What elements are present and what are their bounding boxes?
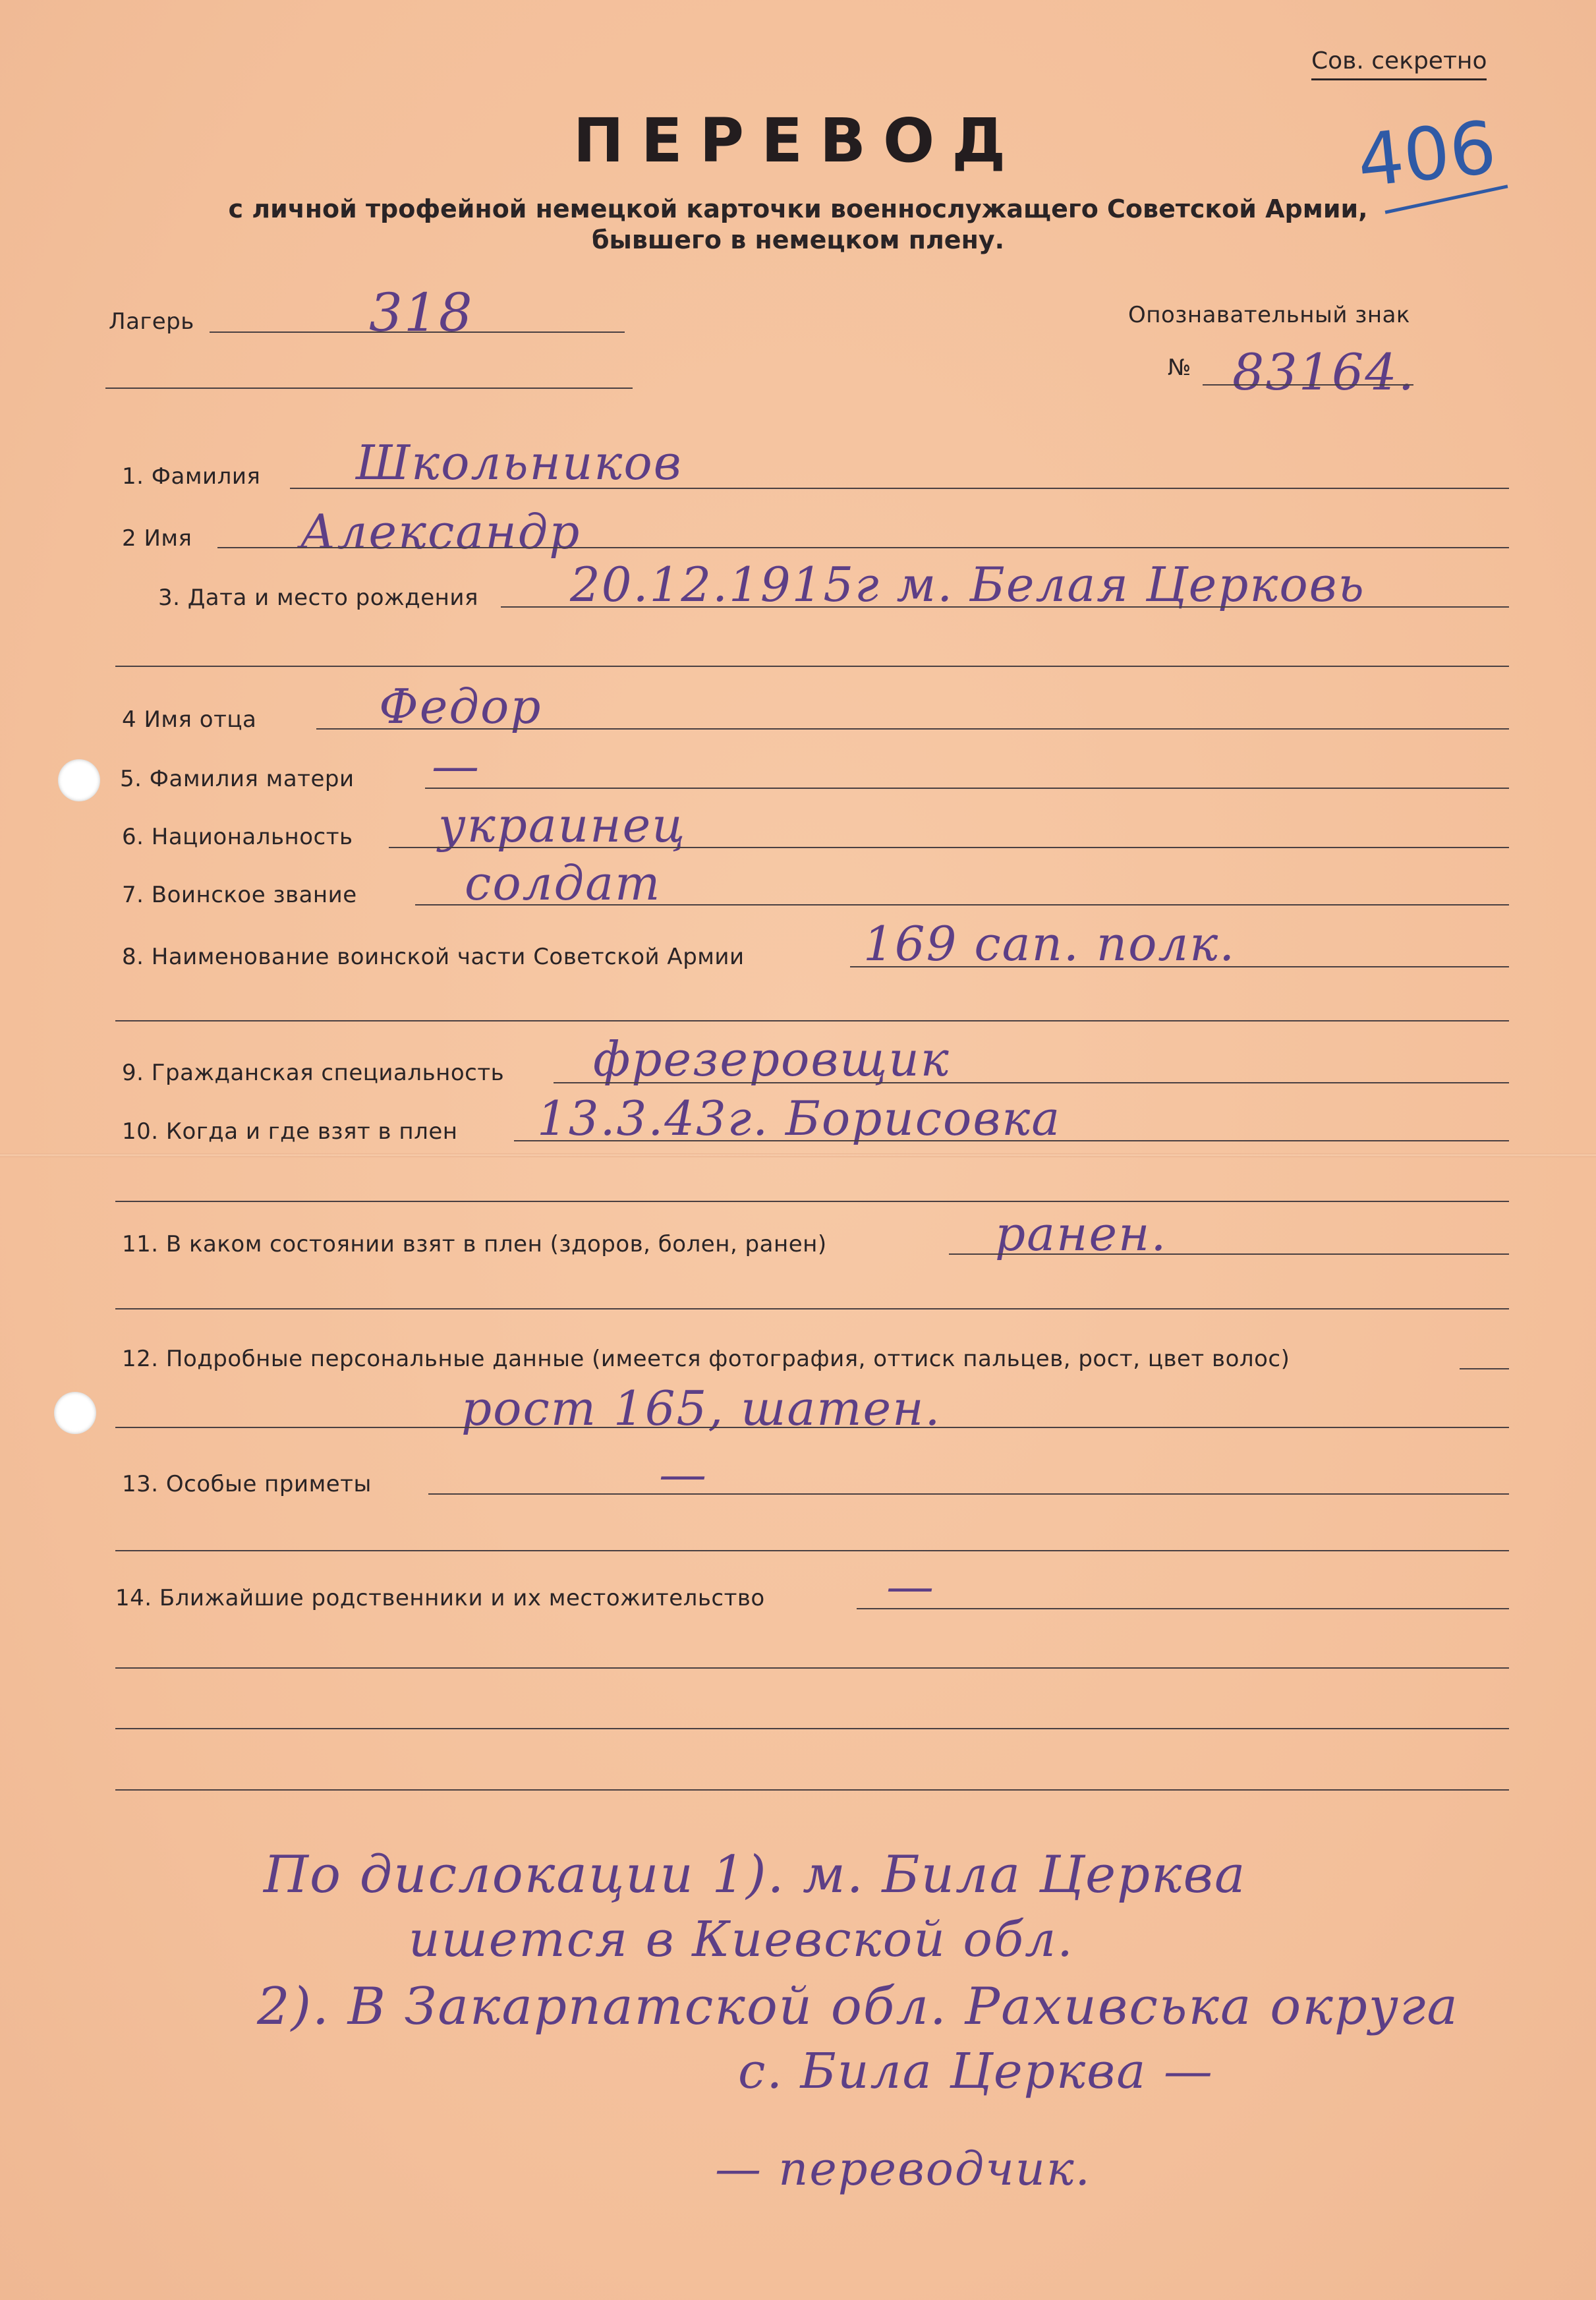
subtitle-line-2: бывшего в немецком плену. — [591, 225, 1005, 254]
field-8-value: 169 сап. полк. — [863, 916, 1236, 971]
fold-crease — [0, 1153, 1596, 1157]
classification-stamp: Сов. секретно — [1311, 47, 1487, 80]
field-11-line — [949, 1253, 1509, 1255]
field-13-label: 13. Особые приметы — [122, 1471, 372, 1497]
field-14-line-2 — [115, 1667, 1509, 1669]
field-7-label: 7. Воинское звание — [122, 882, 357, 908]
field-14-line — [857, 1608, 1509, 1609]
field-12-line — [1460, 1368, 1509, 1369]
translator-signature: — переводчик. — [715, 2142, 1091, 2196]
field-10-line-2 — [115, 1201, 1509, 1202]
field-13-value: — — [659, 1447, 708, 1502]
field-1-line — [290, 488, 1509, 489]
field-14-label: 14. Ближайшие родственники и их местожительство — [115, 1585, 765, 1611]
field-6-label: 6. Национальность — [122, 824, 353, 850]
field-14-line-4 — [115, 1789, 1509, 1791]
field-5-line — [425, 788, 1509, 789]
field-11-line-2 — [115, 1308, 1509, 1309]
field-9-label: 9. Гражданская специальность — [122, 1060, 505, 1086]
note-line-3: 2). В Закарпатской обл. Рахивська округа — [257, 1977, 1459, 2036]
field-8-line — [850, 966, 1509, 967]
field-1-label: 1. Фамилия — [122, 463, 261, 490]
field-8-line-2 — [115, 1020, 1509, 1021]
field-9-line — [554, 1082, 1509, 1083]
note-line-4: с. Била Церква — — [738, 2043, 1214, 2100]
field-8-label: 8. Наименование воинской части Советской Армии — [122, 944, 745, 970]
page-title: ПЕРЕВОД — [573, 105, 1023, 176]
field-12-label: 12. Подробные персональные данные (имеется фотография, оттиск пальцев, рост, цвет волос) — [122, 1346, 1290, 1372]
field-12-value: рост 165, шатен. — [461, 1381, 942, 1436]
field-11-label: 11. В каком состоянии взят в плен (здоров, болен, ранен) — [122, 1231, 827, 1257]
field-6-value: украинец — [438, 797, 687, 853]
field-11-value: ранен. — [995, 1206, 1168, 1261]
punch-hole-top — [58, 759, 100, 801]
archive-number: 406 — [1353, 105, 1500, 204]
field-3-label: 3. Дата и место рождения — [158, 585, 478, 611]
field-13-line-2 — [115, 1550, 1509, 1551]
field-4-value: Федор — [379, 679, 542, 734]
id-tag-label: Опознавательный знак — [1128, 302, 1410, 328]
field-6-line — [389, 847, 1509, 848]
field-4-line — [316, 728, 1509, 730]
field-7-line — [415, 904, 1509, 906]
camp-line-2 — [105, 388, 633, 389]
field-10-label: 10. Когда и где взят в плен — [122, 1118, 458, 1145]
field-5-value: — — [432, 738, 480, 793]
field-5-label: 5. Фамилия матери — [120, 766, 355, 792]
camp-line — [210, 331, 625, 333]
field-10-value: 13.3.43г. Борисовка — [537, 1091, 1062, 1146]
field-2-value: Александр — [300, 504, 581, 560]
field-7-value: солдат — [465, 855, 662, 911]
field-10-line — [514, 1140, 1509, 1141]
id-tag-number-sign: № — [1168, 355, 1191, 381]
field-14-line-3 — [115, 1728, 1509, 1729]
note-line-2: ишется в Киевской обл. — [409, 1911, 1074, 1968]
field-3-line-2 — [115, 666, 1509, 667]
field-3-line — [501, 606, 1509, 608]
field-13-line — [428, 1493, 1509, 1495]
field-2-label: 2 Имя — [122, 525, 192, 552]
note-line-1: По дислокации 1). м. Била Церква — [264, 1845, 1247, 1905]
field-2-line — [217, 547, 1509, 548]
camp-label: Лагерь — [109, 308, 194, 335]
field-12-line-2 — [115, 1427, 1509, 1428]
subtitle-line-1: с личной трофейной немецкой карточки военнослужащего Советской Армии, — [228, 194, 1368, 223]
field-9-value: фрезеровщик — [593, 1031, 950, 1087]
field-3-value: 20.12.1915г м. Белая Церковь — [570, 557, 1365, 612]
id-tag-line — [1203, 384, 1413, 386]
punch-hole-bottom — [54, 1392, 96, 1434]
field-1-value: Школьников — [356, 435, 683, 490]
id-tag-value: 83164. — [1232, 343, 1415, 401]
camp-value: 318 — [369, 282, 474, 343]
field-14-value: — — [886, 1559, 935, 1614]
field-4-label: 4 Имя отца — [122, 706, 257, 733]
